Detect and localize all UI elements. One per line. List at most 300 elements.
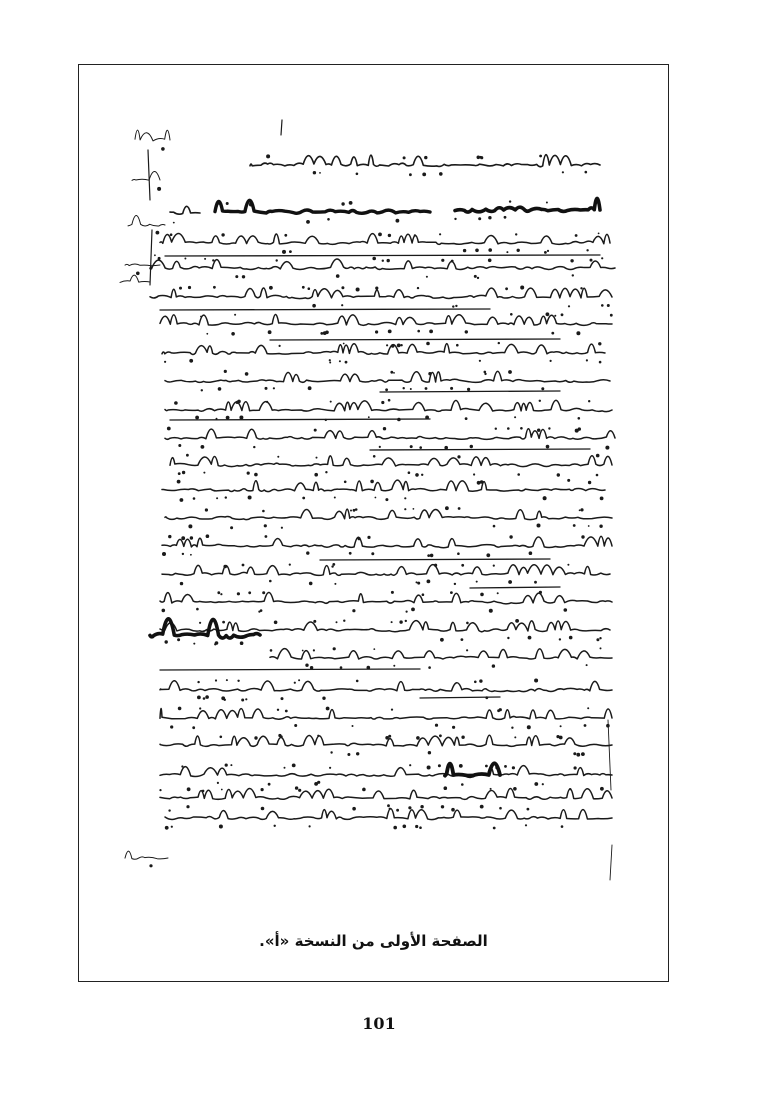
- handwriting-stroke: [160, 592, 612, 603]
- diacritic-dot: [416, 581, 418, 583]
- diacritic-dot: [179, 287, 182, 290]
- diacritic-dot: [397, 418, 401, 422]
- diacritic-dot: [313, 620, 316, 623]
- diacritic-dot: [507, 427, 510, 430]
- diacritic-dot: [495, 428, 497, 430]
- underline-stroke: [470, 587, 560, 588]
- diacritic-dot: [581, 752, 585, 756]
- diacritic-dot: [543, 496, 546, 499]
- diacritic-dot: [349, 201, 353, 205]
- diacritic-dot: [451, 808, 455, 812]
- handwriting-stroke: [270, 649, 612, 659]
- diacritic-dot: [206, 534, 210, 538]
- diacritic-dot: [302, 650, 304, 652]
- diacritic-dot: [457, 552, 460, 555]
- handwriting-stroke: [135, 130, 170, 141]
- handwriting-stroke: [162, 536, 612, 547]
- handwriting-stroke: [165, 400, 612, 411]
- diacritic-dot: [493, 525, 496, 528]
- diacritic-dot: [534, 581, 537, 584]
- diacritic-dot: [225, 496, 227, 498]
- underline-stroke: [270, 339, 560, 340]
- diacritic-dot: [266, 401, 268, 403]
- handwriting-stroke: [150, 619, 260, 638]
- diacritic-dot: [149, 864, 152, 867]
- diacritic-dot: [396, 809, 399, 812]
- diacritic-dot: [247, 472, 250, 475]
- diacritic-dot: [590, 259, 593, 262]
- diacritic-dot: [205, 695, 209, 699]
- diacritic-dot: [454, 583, 456, 585]
- diacritic-dot: [171, 826, 173, 828]
- diacritic-dot: [270, 649, 273, 652]
- diacritic-dot: [527, 808, 530, 811]
- diacritic-dot: [158, 257, 161, 260]
- diacritic-dot: [212, 259, 214, 261]
- diacritic-dot: [294, 682, 296, 684]
- handwriting-stroke: [455, 198, 600, 212]
- diacritic-dot: [450, 591, 453, 594]
- diacritic-dot: [417, 287, 419, 289]
- underline-stroke: [170, 419, 430, 420]
- diacritic-dot: [205, 508, 208, 511]
- diacritic-dot: [542, 783, 544, 785]
- diacritic-dot: [575, 234, 578, 237]
- diacritic-dot: [507, 637, 509, 639]
- diacritic-dot: [336, 621, 338, 623]
- diacritic-dot: [564, 608, 568, 612]
- diacritic-dot: [306, 220, 310, 224]
- handwriting-stroke: [160, 233, 610, 244]
- diacritic-dot: [355, 508, 358, 511]
- handwriting-stroke: [162, 344, 605, 355]
- diacritic-dot: [414, 234, 416, 236]
- diacritic-dot: [584, 724, 587, 727]
- diacritic-dot: [467, 388, 470, 391]
- diacritic-dot: [193, 643, 195, 645]
- diacritic-dot: [409, 173, 412, 176]
- diacritic-dot: [254, 473, 258, 477]
- diacritic-dot: [350, 510, 352, 512]
- diacritic-dot: [197, 681, 199, 683]
- diacritic-dot: [192, 726, 195, 729]
- handwriting-stroke: [170, 206, 200, 214]
- diacritic-dot: [457, 455, 460, 458]
- diacritic-dot: [188, 524, 192, 528]
- margin-stroke: [608, 720, 612, 880]
- handwriting-stroke: [160, 314, 612, 325]
- diacritic-dot: [403, 387, 405, 389]
- diacritic-dot: [419, 446, 422, 449]
- diacritic-dot: [575, 429, 579, 433]
- diacritic-dot: [262, 510, 265, 513]
- handwriting-stroke: [125, 851, 168, 859]
- diacritic-dot: [305, 664, 308, 667]
- diacritic-dot: [428, 751, 431, 754]
- diacritic-dot: [220, 736, 223, 739]
- diacritic-dot: [370, 480, 374, 484]
- diacritic-dot: [165, 640, 168, 643]
- diacritic-dot: [341, 304, 343, 306]
- diacritic-dot: [195, 416, 199, 420]
- diacritic-dot: [302, 497, 305, 500]
- diacritic-dot: [375, 330, 378, 333]
- diacritic-dot: [266, 154, 270, 158]
- diacritic-dot: [548, 427, 550, 429]
- diacritic-dot: [546, 445, 550, 449]
- diacritic-dot: [403, 825, 407, 829]
- diacritic-dot: [170, 725, 173, 728]
- diacritic-dot: [269, 286, 273, 290]
- diacritic-dot: [333, 647, 336, 650]
- diacritic-dot: [334, 497, 336, 499]
- diacritic-dot: [601, 257, 603, 259]
- diacritic-dot: [513, 787, 517, 791]
- diacritic-dot: [284, 234, 287, 237]
- diacritic-dot: [388, 234, 391, 237]
- diacritic-dot: [429, 330, 433, 334]
- diacritic-dot: [182, 471, 185, 474]
- diacritic-dot: [391, 709, 393, 711]
- diacritic-dot: [226, 679, 228, 681]
- diacritic-dot: [162, 609, 166, 613]
- diacritic-dot: [200, 316, 202, 318]
- diacritic-dot: [215, 679, 217, 681]
- diacritic-dot: [236, 401, 239, 404]
- diacritic-dot: [199, 707, 201, 709]
- diacritic-dot: [178, 707, 182, 711]
- diacritic-dot: [539, 155, 542, 158]
- diacritic-dot: [438, 764, 441, 767]
- diacritic-dot: [373, 455, 376, 458]
- diacritic-dot: [165, 826, 169, 830]
- diacritic-dot: [408, 471, 411, 474]
- diacritic-dot: [439, 172, 443, 176]
- diacritic-dot: [451, 260, 454, 263]
- diacritic-dot: [343, 620, 345, 622]
- diacritic-dot: [466, 649, 468, 651]
- diacritic-dot: [406, 611, 408, 613]
- diacritic-dot: [452, 305, 454, 307]
- diacritic-dot: [461, 564, 464, 567]
- diacritic-dot: [203, 697, 206, 700]
- diacritic-dot: [588, 400, 590, 402]
- diacritic-dot: [268, 330, 272, 334]
- diacritic-dot: [217, 591, 220, 594]
- diacritic-dot: [391, 344, 395, 348]
- diacritic-dot: [220, 593, 222, 595]
- diacritic-dot: [268, 783, 271, 786]
- diacritic-dot: [586, 359, 588, 361]
- diacritic-dot: [306, 551, 309, 554]
- diacritic-dot: [430, 554, 434, 558]
- diacritic-dot: [387, 259, 390, 262]
- diacritic-dot: [411, 608, 415, 612]
- diacritic-dot: [574, 766, 577, 769]
- diacritic-dot: [197, 696, 201, 700]
- diacritic-dot: [327, 218, 330, 221]
- diacritic-dot: [156, 231, 160, 235]
- diacritic-dot: [284, 767, 286, 769]
- page-number: 101: [362, 1014, 396, 1033]
- diacritic-dot: [180, 498, 184, 502]
- diacritic-dot: [383, 427, 386, 430]
- handwriting-stroke: [160, 766, 612, 777]
- diacritic-dot: [504, 765, 507, 768]
- diacritic-dot: [180, 582, 183, 585]
- handwriting-stroke: [150, 288, 612, 299]
- diacritic-dot: [367, 536, 370, 539]
- diacritic-dot: [312, 304, 316, 308]
- diacritic-dot: [245, 698, 247, 700]
- diacritic-dot: [537, 524, 541, 528]
- diacritic-dot: [510, 313, 513, 316]
- diacritic-dot: [596, 474, 599, 477]
- diacritic-dot: [439, 233, 441, 235]
- handwriting-stroke: [160, 708, 612, 719]
- diacritic-dot: [415, 825, 418, 828]
- diacritic-dot: [375, 287, 378, 290]
- diacritic-dot: [358, 537, 361, 540]
- diacritic-dot: [314, 473, 318, 477]
- diacritic-dot: [404, 508, 406, 510]
- diacritic-dot: [157, 187, 161, 191]
- diacritic-dot: [298, 679, 300, 681]
- underline-stroke: [370, 449, 590, 450]
- diacritic-dot: [476, 581, 478, 583]
- diacritic-dot: [235, 275, 238, 278]
- diacritic-dot: [556, 735, 559, 738]
- diacritic-dot: [480, 805, 484, 809]
- diacritic-dot: [368, 416, 370, 418]
- diacritic-dot: [316, 457, 318, 459]
- diacritic-dot: [226, 416, 230, 420]
- diacritic-dot: [177, 638, 180, 641]
- diacritic-dot: [190, 554, 192, 556]
- diacritic-dot: [159, 789, 161, 791]
- diacritic-dot: [221, 233, 224, 236]
- diacritic-dot: [217, 782, 219, 784]
- diacritic-dot: [427, 766, 431, 770]
- diacritic-dot: [557, 473, 560, 476]
- diacritic-dot: [319, 172, 321, 174]
- diacritic-dot: [599, 525, 602, 528]
- diacritic-dot: [341, 286, 344, 289]
- diacritic-dot: [492, 664, 495, 667]
- diacritic-dot: [461, 638, 464, 641]
- diacritic-dot: [393, 372, 395, 374]
- diacritic-dot: [281, 527, 283, 529]
- diacritic-dot: [339, 360, 341, 362]
- diacritic-dot: [162, 552, 166, 556]
- diacritic-dot: [326, 707, 330, 711]
- diacritic-dot: [261, 788, 264, 791]
- diacritic-dot: [216, 418, 218, 420]
- diacritic-dot: [601, 304, 604, 307]
- diacritic-dot: [534, 782, 538, 786]
- diacritic-dot: [514, 416, 516, 418]
- handwriting-stroke: [132, 171, 160, 180]
- diacritic-dot: [470, 445, 473, 448]
- diacritic-dot: [588, 481, 591, 484]
- diacritic-dot: [265, 387, 268, 390]
- diacritic-dot: [399, 620, 402, 623]
- diacritic-dot: [444, 446, 448, 450]
- handwriting-stroke: [128, 216, 165, 227]
- diacritic-dot: [215, 641, 219, 645]
- underline-stroke: [160, 309, 490, 310]
- diacritic-dot: [187, 787, 191, 791]
- diacritic-dot: [174, 401, 178, 405]
- diacritic-dot: [336, 274, 340, 278]
- diacritic-dot: [520, 427, 523, 430]
- diacritic-dot: [352, 807, 356, 811]
- diacritic-dot: [499, 807, 502, 810]
- diacritic-dot: [190, 536, 193, 539]
- diacritic-dot: [372, 257, 376, 261]
- diacritic-dot: [477, 277, 479, 279]
- diacritic-dot: [345, 361, 348, 364]
- diacritic-dot: [517, 249, 520, 252]
- diacritic-dot: [580, 287, 582, 289]
- diacritic-dot: [474, 681, 477, 684]
- diacritic-dot: [213, 286, 216, 289]
- diacritic-dot: [445, 506, 449, 510]
- diacritic-dot: [473, 473, 475, 475]
- diacritic-dot: [254, 736, 257, 739]
- diacritic-dot: [173, 222, 175, 224]
- diacritic-dot: [329, 359, 331, 361]
- diacritic-dot: [325, 331, 329, 335]
- diacritic-dot: [356, 173, 359, 176]
- diacritic-dot: [325, 419, 327, 421]
- diacritic-dot: [334, 583, 336, 585]
- diacritic-dot: [237, 680, 239, 682]
- diacritic-dot: [340, 666, 343, 669]
- diacritic-dot: [520, 286, 524, 290]
- diacritic-dot: [277, 709, 279, 711]
- diacritic-dot: [379, 446, 381, 448]
- diacritic-dot: [484, 373, 486, 375]
- diacritic-dot: [167, 427, 171, 431]
- diacritic-dot: [579, 509, 581, 511]
- diacritic-dot: [588, 525, 590, 527]
- diacritic-dot: [186, 454, 189, 457]
- diacritic-dot: [573, 752, 576, 755]
- diacritic-dot: [554, 315, 556, 317]
- diacritic-dot: [278, 734, 281, 737]
- diacritic-dot: [441, 259, 444, 262]
- diacritic-dot: [426, 276, 428, 278]
- diacritic-dot: [385, 388, 388, 391]
- diacritic-dot: [389, 808, 391, 810]
- underline-stroke: [380, 391, 560, 392]
- diacritic-dot: [410, 445, 413, 448]
- diacritic-dot: [182, 553, 184, 555]
- diacritic-dot: [397, 344, 401, 348]
- diacritic-dot: [596, 454, 600, 458]
- diacritic-dot: [184, 258, 186, 260]
- handwriting-stroke: [160, 681, 612, 692]
- handwriting-stroke: [165, 429, 615, 440]
- diacritic-dot: [537, 429, 540, 432]
- diacritic-dot: [274, 621, 278, 625]
- diacritic-dot: [285, 710, 288, 713]
- diacritic-dot: [417, 330, 420, 333]
- diacritic-dot: [218, 387, 222, 391]
- diacritic-dot: [186, 805, 189, 808]
- diacritic-dot: [154, 254, 156, 256]
- diacritic-dot: [416, 736, 420, 740]
- diacritic-dot: [237, 592, 240, 595]
- diacritic-dot: [422, 173, 426, 177]
- diacritic-dot: [325, 471, 327, 473]
- diacritic-dot: [313, 171, 316, 174]
- diacritic-dot: [219, 825, 223, 829]
- diacritic-dot: [587, 707, 589, 709]
- diacritic-dot: [489, 609, 493, 613]
- diacritic-dot: [273, 387, 275, 389]
- handwriting-stroke: [165, 809, 612, 820]
- diacritic-dot: [386, 344, 388, 346]
- diacritic-dot: [400, 344, 402, 346]
- diacritic-dot: [181, 536, 185, 540]
- handwriting-stroke: [162, 565, 610, 576]
- diacritic-dot: [599, 361, 602, 364]
- diacritic-dot: [367, 666, 371, 670]
- diacritic-dot: [546, 202, 548, 204]
- diacritic-dot: [298, 789, 301, 792]
- diacritic-dot: [539, 591, 542, 594]
- diacritic-dot: [515, 619, 519, 623]
- underline-stroke: [320, 559, 550, 560]
- diacritic-dot: [465, 417, 468, 420]
- diacritic-dot: [598, 342, 601, 345]
- diacritic-dot: [561, 313, 564, 316]
- diacritic-dot: [378, 233, 382, 237]
- diacritic-dot: [393, 826, 397, 830]
- handwriting-stroke: [165, 371, 610, 382]
- diacritic-dot: [356, 288, 360, 292]
- diacritic-dot: [221, 789, 223, 791]
- diacritic-dot: [262, 591, 265, 594]
- diacritic-dot: [292, 764, 296, 768]
- diacritic-dot: [308, 287, 311, 290]
- diacritic-dot: [281, 697, 284, 700]
- diacritic-dot: [511, 727, 513, 729]
- diacritic-dot: [168, 535, 171, 538]
- diacritic-dot: [403, 156, 406, 159]
- diacritic-dot: [230, 764, 232, 766]
- diacritic-dot: [569, 636, 573, 640]
- diacritic-dot: [352, 609, 355, 612]
- diacritic-dot: [309, 825, 311, 827]
- diacritic-dot: [515, 233, 517, 235]
- diacritic-dot: [428, 666, 431, 669]
- diacritic-dot: [560, 725, 562, 727]
- diacritic-dot: [452, 726, 455, 729]
- diacritic-dot: [391, 621, 393, 623]
- diacritic-dot: [274, 825, 276, 827]
- diacritic-dot: [427, 554, 430, 557]
- diacritic-dot: [439, 734, 442, 737]
- diacritic-dot: [605, 446, 609, 450]
- diacritic-dot: [161, 147, 165, 151]
- diacritic-dot: [474, 275, 477, 278]
- diacritic-dot: [454, 218, 456, 220]
- diacritic-dot: [178, 444, 181, 447]
- diacritic-dot: [343, 343, 345, 345]
